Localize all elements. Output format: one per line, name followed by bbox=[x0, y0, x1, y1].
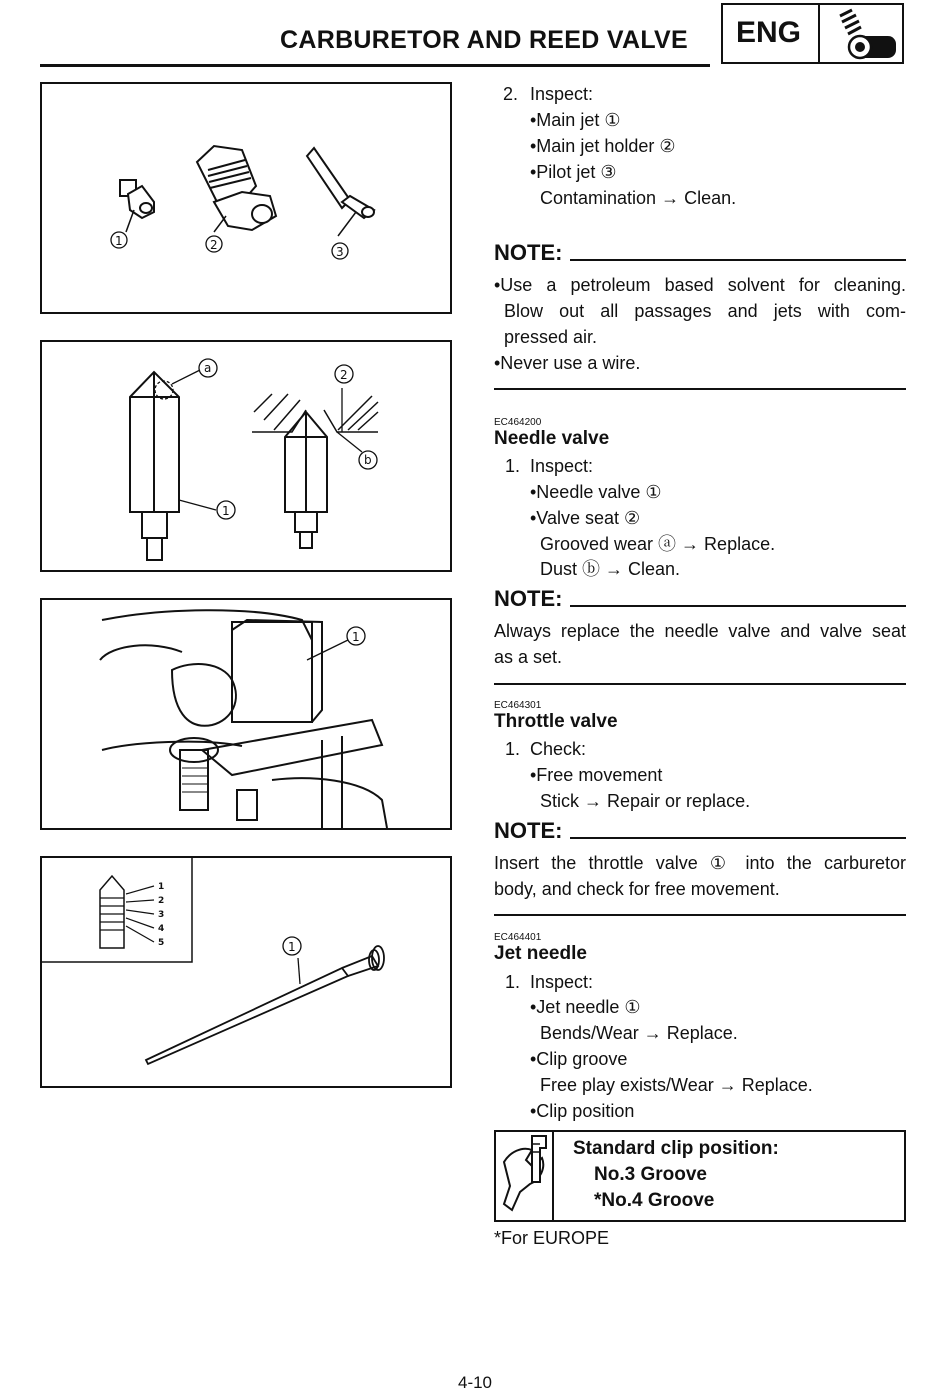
list-item: •Clip position bbox=[530, 1101, 635, 1121]
note-line: •Use a petroleum based solvent for cleaning. bbox=[494, 275, 906, 295]
spec-value: No.3 Groove bbox=[594, 1164, 707, 1185]
note-line: Blow out all passages and jets with com- bbox=[504, 301, 906, 321]
result-text: Grooved wear ⓐ → Replace. bbox=[540, 534, 776, 554]
section-rule bbox=[494, 388, 906, 390]
note-line: Insert the throttle valve ① into the carburetor bbox=[494, 853, 906, 873]
list-item: •Pilot jet ③ bbox=[530, 162, 617, 182]
note-line: Always replace the needle valve and valve seat bbox=[494, 621, 906, 641]
note-body bbox=[494, 850, 906, 902]
list-item: •Free movement bbox=[530, 765, 663, 785]
note-label: NOTE: bbox=[494, 818, 563, 843]
svg-text:1: 1 bbox=[352, 630, 360, 644]
groove-number: 1 bbox=[158, 882, 165, 892]
step-label: Inspect: bbox=[530, 972, 594, 992]
throttle-valve-illustration bbox=[42, 600, 450, 828]
note-underline bbox=[570, 605, 906, 607]
list-item: •Valve seat ② bbox=[530, 508, 641, 528]
figure-throttle-valve bbox=[40, 598, 452, 830]
page-title: CARBURETOR AND REED VALVE bbox=[280, 26, 688, 54]
list-item: •Clip groove bbox=[530, 1049, 628, 1069]
list-item: •Jet needle ① bbox=[530, 997, 641, 1017]
step-number: 1. bbox=[505, 456, 521, 476]
step-label: Inspect: bbox=[530, 456, 594, 476]
section-heading: Jet needle bbox=[494, 943, 587, 964]
svg-text:3: 3 bbox=[336, 245, 344, 259]
figure-jets bbox=[40, 82, 452, 314]
result-text: Bends/Wear → Replace. bbox=[540, 1023, 738, 1043]
title-rule bbox=[40, 64, 710, 67]
step-label: Check: bbox=[530, 739, 587, 759]
section-heading: Needle valve bbox=[494, 428, 610, 449]
result-text: Stick → Repair or replace. bbox=[540, 791, 751, 811]
note-label: NOTE: bbox=[494, 586, 563, 611]
note-line: body, and check for free movement. bbox=[494, 879, 780, 899]
section-rule bbox=[494, 683, 906, 685]
section-badge-label: ENG bbox=[736, 16, 802, 49]
note-body bbox=[494, 618, 906, 670]
step-number: 1. bbox=[505, 739, 521, 759]
spec-box-divider bbox=[552, 1130, 554, 1222]
list-item: •Main jet ① bbox=[530, 110, 621, 130]
svg-text:2: 2 bbox=[210, 238, 218, 252]
groove-number: 4 bbox=[158, 924, 165, 934]
spec-value: *No.4 Groove bbox=[594, 1190, 715, 1211]
result-text: Dust ⓑ → Clean. bbox=[540, 559, 681, 579]
note-body bbox=[494, 272, 906, 376]
step-number: 1. bbox=[505, 972, 521, 992]
result-text: Contamination → Clean. bbox=[540, 188, 737, 208]
wrench-caliper-icon bbox=[496, 1132, 552, 1225]
step-label: Inspect: bbox=[530, 84, 594, 104]
groove-number: 3 bbox=[158, 910, 165, 920]
list-item: •Needle valve ① bbox=[530, 482, 662, 502]
figure-jet-needle bbox=[40, 856, 452, 1088]
groove-number: 5 bbox=[158, 938, 165, 948]
note-line: as a set. bbox=[494, 647, 563, 667]
svg-text:b: b bbox=[364, 453, 372, 467]
jet-needle-illustration bbox=[42, 858, 450, 1086]
section-heading: Throttle valve bbox=[494, 711, 618, 732]
needle-valve-illustration bbox=[42, 342, 450, 570]
result-text: Free play exists/Wear → Replace. bbox=[540, 1075, 813, 1095]
spec-title: Standard clip position: bbox=[573, 1138, 779, 1159]
footnote: *For EUROPE bbox=[494, 1228, 610, 1248]
svg-text:1: 1 bbox=[288, 940, 296, 954]
section-rule bbox=[494, 914, 906, 916]
groove-number: 2 bbox=[158, 896, 165, 906]
section-code: EC464301 bbox=[494, 700, 542, 711]
note-line: •Never use a wire. bbox=[494, 353, 641, 373]
list-item: •Main jet holder ② bbox=[530, 136, 676, 156]
note-label: NOTE: bbox=[494, 240, 563, 265]
jets-illustration bbox=[42, 84, 450, 312]
figure-needle-valve bbox=[40, 340, 452, 572]
section-code: EC464401 bbox=[494, 932, 542, 943]
engine-bolt-icon bbox=[826, 6, 902, 67]
svg-text:a: a bbox=[204, 361, 212, 375]
section-badge-divider bbox=[818, 3, 820, 64]
section-code: EC464200 bbox=[494, 417, 542, 428]
note-underline bbox=[570, 259, 906, 261]
note-underline bbox=[570, 837, 906, 839]
step-number: 2. bbox=[503, 84, 519, 104]
page-number: 4-10 bbox=[457, 1373, 493, 1392]
svg-text:1: 1 bbox=[222, 504, 230, 518]
svg-text:1: 1 bbox=[115, 234, 123, 248]
svg-text:2: 2 bbox=[340, 368, 348, 382]
note-line: pressed air. bbox=[504, 327, 598, 347]
